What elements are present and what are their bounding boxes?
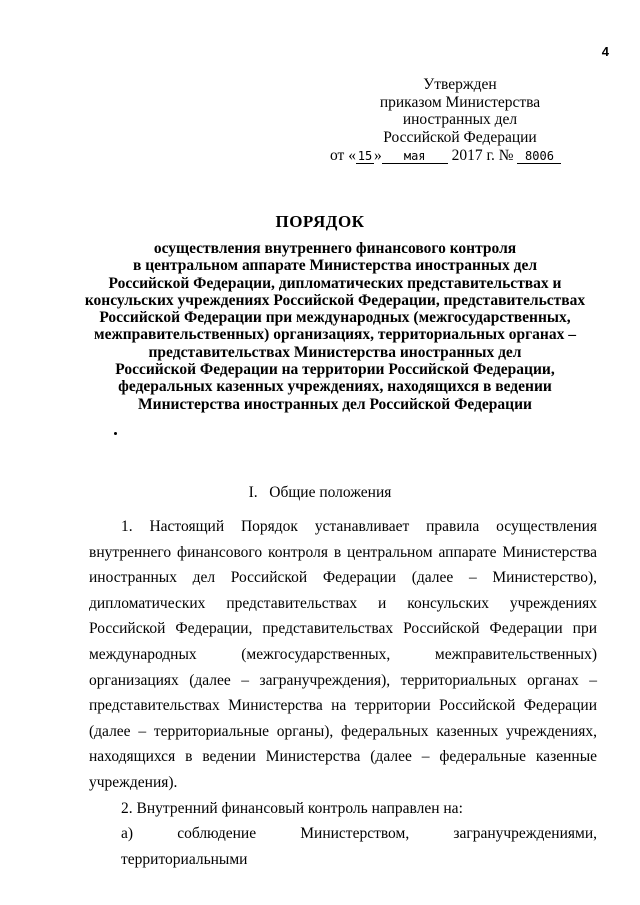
- body-line: иностранных дел Российской Федерации (далее – Министерство),: [89, 569, 597, 587]
- date-mid: »: [373, 147, 382, 164]
- body-line: 2. Внутренний финансовый контроль направлен на:: [121, 799, 463, 817]
- approval-date-line: [330, 147, 590, 165]
- subtitle-line: Российской Федерации при международных (межгосударственных,: [99, 309, 571, 327]
- subtitle-line: межправительственных) организациях, территориальных органах –: [94, 326, 576, 344]
- body-line: дипломатических представительствах и консульских учреждениях: [89, 594, 597, 612]
- body-line: (далее – территориальные органы), федеральных казенных учреждениях,: [89, 722, 597, 740]
- body-line: организациях (далее – загранучреждения), территориальных органах –: [89, 671, 597, 689]
- body-line: представительствах Министерства на территории Российской Федерации: [89, 697, 597, 715]
- scan-speck: [114, 432, 117, 435]
- date-day: 15: [357, 149, 373, 163]
- subtitle-line: Российской Федерации, дипломатических представительствах и: [108, 274, 562, 292]
- approval-line: Утвержден: [423, 76, 497, 93]
- body-line: 1. Настоящий Порядок устанавливает правила осуществления: [121, 518, 597, 535]
- subtitle-line: федеральных казенных учреждениях, находящихся в ведении: [118, 378, 552, 396]
- subtitle-line: осуществления внутреннего финансового контроля: [153, 240, 517, 257]
- subtitle-line: представительствах Министерства иностранных дел: [148, 343, 522, 361]
- body-line: а) соблюдение Министерством, загранучреждениями, территориальными: [121, 825, 597, 868]
- date-year: 2017 г. №: [451, 147, 514, 164]
- approval-line: Российской Федерации: [383, 128, 537, 146]
- approval-line: иностранных дел: [402, 111, 518, 128]
- order-number: 8006: [517, 150, 561, 164]
- date-month: мая: [382, 150, 448, 164]
- subtitle-line: Министерства иностранных дел Российской Федерации: [138, 395, 532, 413]
- document-subtitle: [80, 240, 590, 413]
- document-title: ПОРЯДОК: [275, 212, 365, 231]
- date-prefix: от «: [330, 147, 356, 164]
- body-line: Российской Федерации, представительствах Российской Федерации при: [89, 620, 597, 638]
- body-line: находящихся в ведении Министерства (далее – федеральные казенные: [89, 748, 597, 766]
- subtitle-line: в центральном аппарате Министерства иностранных дел: [132, 257, 538, 275]
- page-number: 4: [601, 44, 609, 59]
- body-text: [89, 514, 597, 872]
- body-line: учреждения).: [89, 773, 178, 791]
- approval-line: приказом Министерства: [379, 93, 541, 111]
- section-heading: I. Общие положения: [248, 484, 392, 501]
- subtitle-line: Российской Федерации на территории Российской Федерации,: [115, 361, 555, 379]
- subtitle-line: консульских учреждениях Российской Федерации, представительствах: [84, 291, 586, 309]
- body-line: внутреннего финансового контроля в центральном аппарате Министерства: [89, 543, 597, 561]
- body-line: международных (межгосударственных, межправительственных): [89, 645, 597, 663]
- approval-stamp: [330, 76, 590, 165]
